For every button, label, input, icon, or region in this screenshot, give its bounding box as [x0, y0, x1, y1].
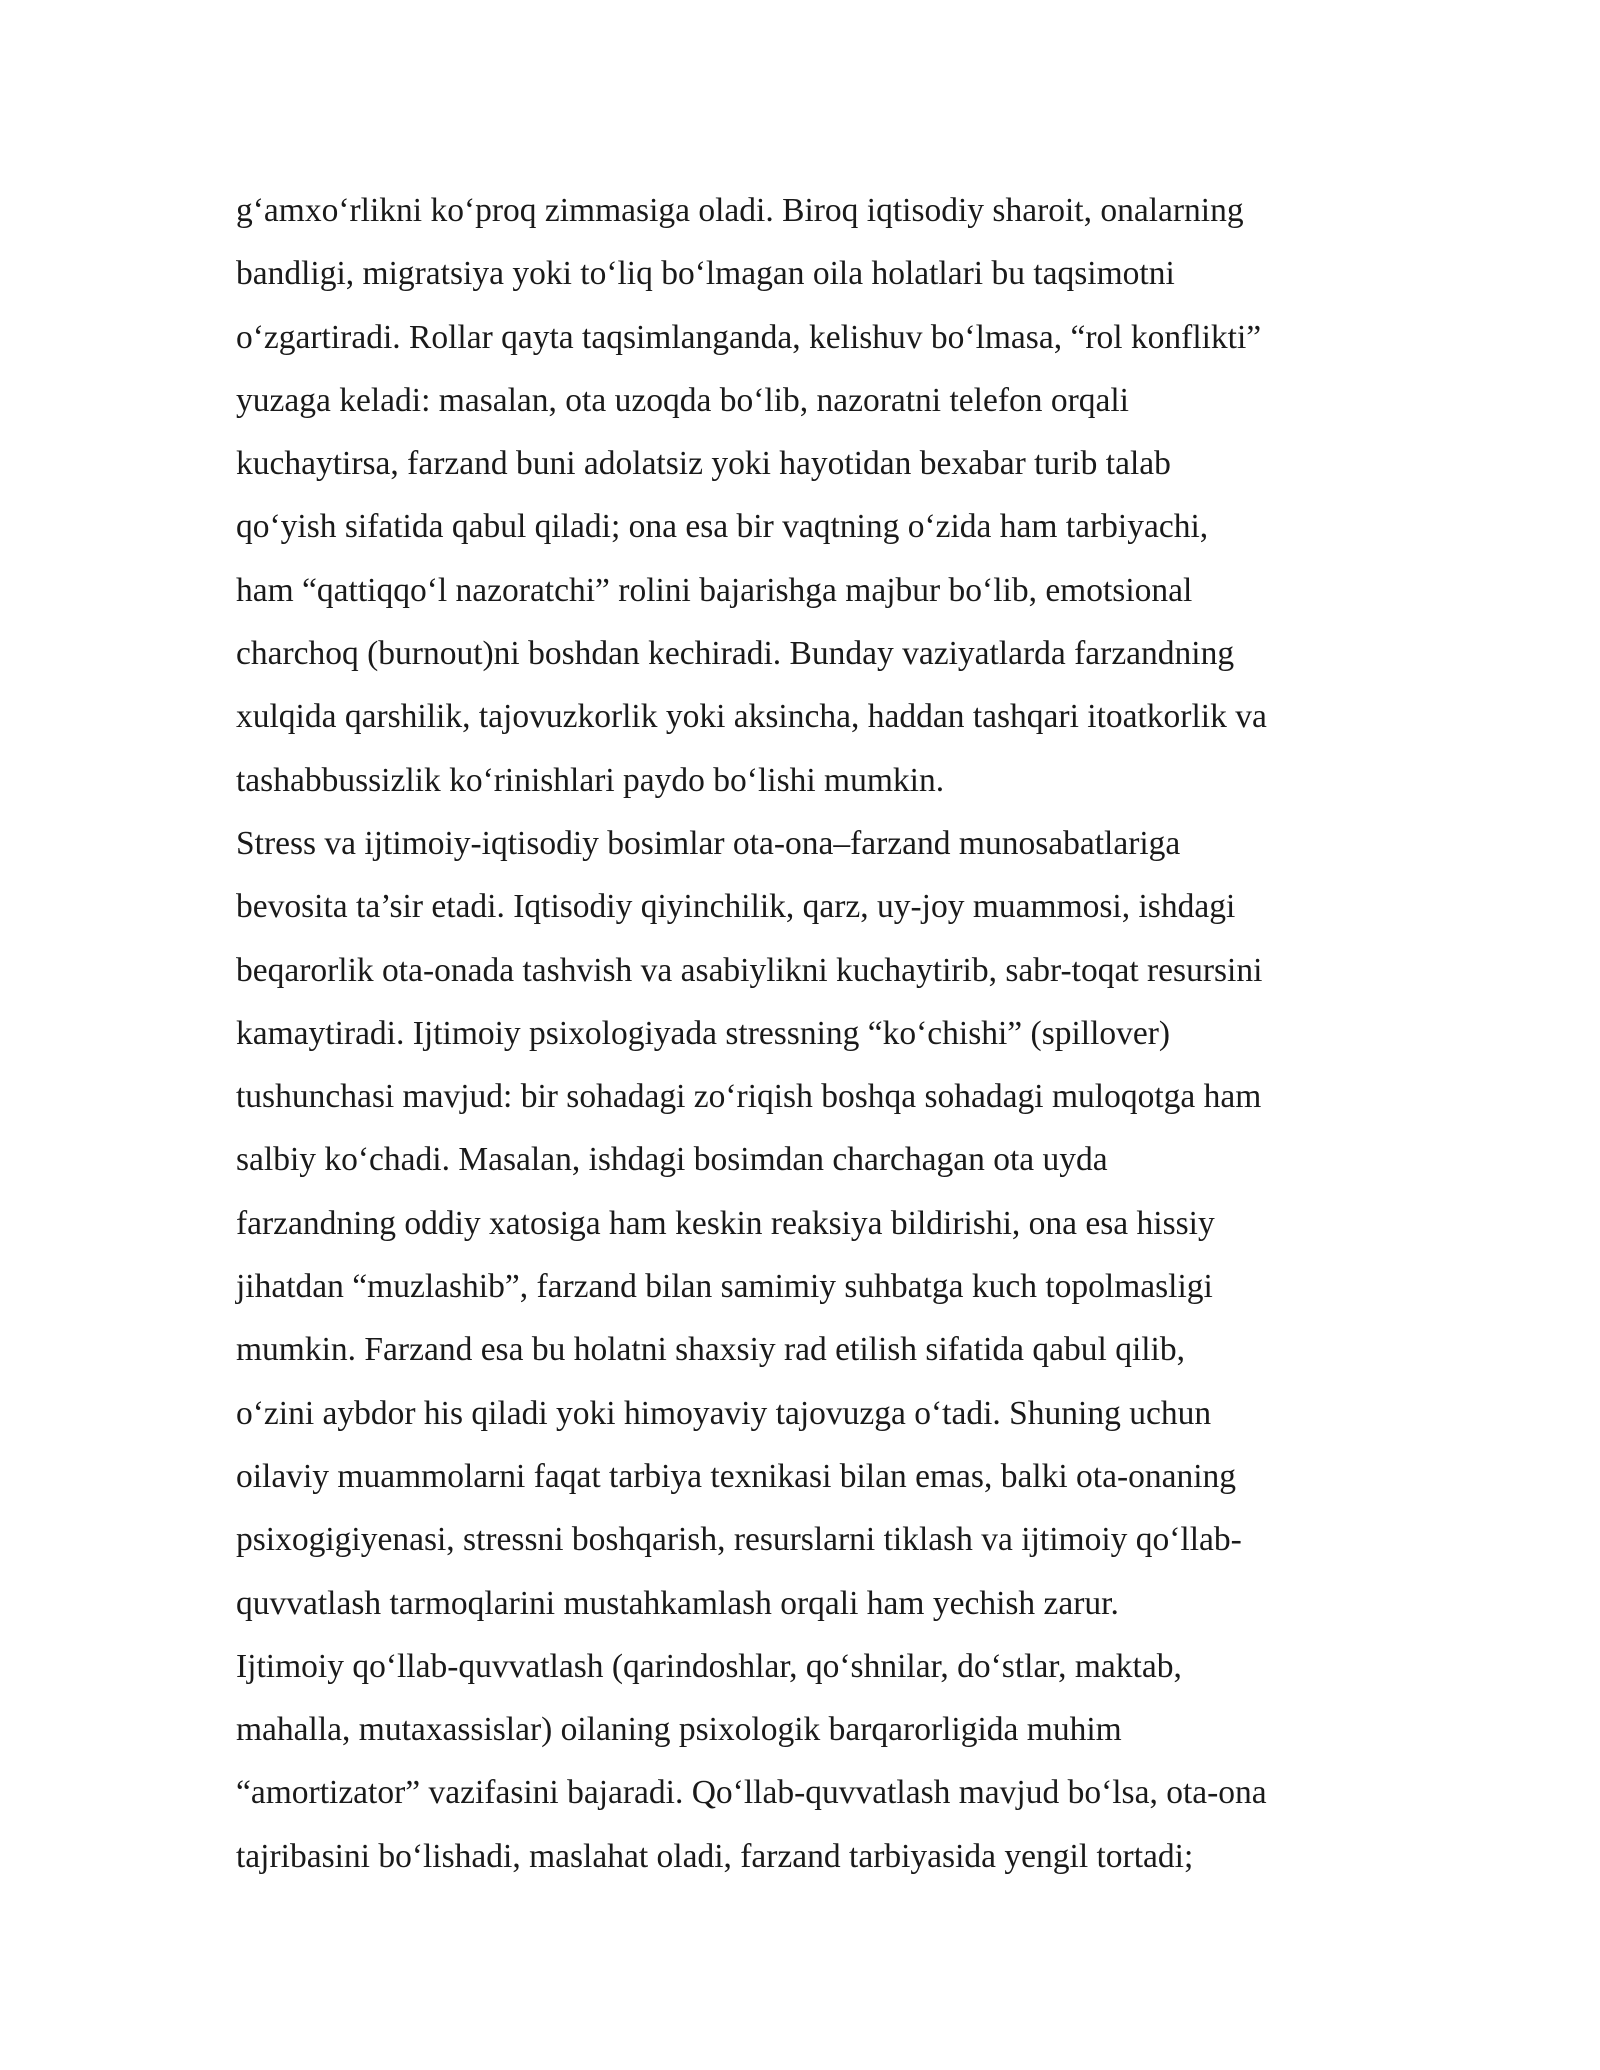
text-line: xulqida qarshilik, tajovuzkorlik yoki aksincha, haddan tashqari itoatkorlik va [236, 698, 1267, 736]
text-line: Stress va ijtimoiy-iqtisodiy bosimlar ota-ona–farzand munosabatlariga [236, 824, 1181, 862]
text-line: ham “qattiqqo‘l nazoratchi” rolini bajarishga majbur bo‘lib, emotsional [236, 571, 1193, 609]
text-line: mumkin. Farzand esa bu holatni shaxsiy rad etilish sifatida qabul qilib, [236, 1331, 1185, 1369]
text-line: beqarorlik ota-onada tashvish va asabiylikni kuchaytirib, sabr-toqat resursini [236, 951, 1263, 989]
text-line: kuchaytirsa, farzand buni adolatsiz yoki hayotidan bexabar turib talab [236, 445, 1171, 483]
text-line: tajribasini bo‘lishadi, maslahat oladi, farzand tarbiyasida yengil tortadi; [236, 1837, 1194, 1875]
text-line: Ijtimoiy qo‘llab-quvvatlash (qarindoshlar, qo‘shnilar, do‘stlar, maktab, [236, 1647, 1182, 1685]
text-line: bevosita ta’sir etadi. Iqtisodiy qiyinchilik, qarz, uy-joy muammosi, ishdagi [236, 888, 1236, 926]
text-line: salbiy ko‘chadi. Masalan, ishdagi bosimdan charchagan ota uyda [236, 1141, 1108, 1179]
body-text [236, 185, 1396, 1894]
text-line: o‘zini aybdor his qiladi yoki himoyaviy tajovuzga o‘tadi. Shuning uchun [236, 1394, 1212, 1432]
text-line: tashabbussizlik ko‘rinishlari paydo bo‘lishi mumkin. [236, 761, 945, 799]
text-line: mahalla, mutaxassislar) oilaning psixologik barqarorligida muhim [236, 1711, 1122, 1749]
text-line: yuzaga keladi: masalan, ota uzoqda bo‘lib, nazoratni telefon orqali [236, 381, 1129, 419]
text-line: “amortizator” vazifasini bajaradi. Qo‘llab-quvvatlash mavjud bo‘lsa, ota-ona [236, 1774, 1267, 1812]
text-line: jihatdan “muzlashib”, farzand bilan samimiy suhbatga kuch topolmasligi [236, 1268, 1213, 1306]
text-line: g‘amxo‘rlikni ko‘proq zimmasiga oladi. Biroq iqtisodiy sharoit, onalarning [236, 192, 1244, 229]
text-line: quvvatlash tarmoqlarini mustahkamlash orqali ham yechish zarur. [236, 1584, 1119, 1622]
text-line: farzandning oddiy xatosiga ham keskin reaksiya bildirishi, ona esa hissiy [236, 1204, 1215, 1242]
text-line: bandligi, migratsiya yoki to‘liq bo‘lmagan oila holatlari bu taqsimotni [236, 255, 1175, 293]
text-line: kamaytiradi. Ijtimoiy psixologiyada stressning “ko‘chishi” (spillover) [236, 1014, 1171, 1052]
text-line: charchoq (burnout)ni boshdan kechiradi. Bunday vaziyatlarda farzandning [236, 635, 1235, 673]
text-line: qo‘yish sifatida qabul qiladi; ona esa bir vaqtning o‘zida ham tarbiyachi, [236, 508, 1209, 546]
text-line: tushunchasi mavjud: bir sohadagi zo‘riqish boshqa sohadagi muloqotga ham [236, 1078, 1262, 1116]
text-line: oilaviy muammolarni faqat tarbiya texnikasi bilan emas, balki ota-onaning [236, 1457, 1237, 1495]
text-line: psixogigiyenasi, stressni boshqarish, resurslarni tiklash va ijtimoiy qo‘llab- [236, 1521, 1242, 1559]
text-line: o‘zgartiradi. Rollar qayta taqsimlanganda, kelishuv bo‘lmasa, “rol konflikti” [236, 318, 1262, 356]
